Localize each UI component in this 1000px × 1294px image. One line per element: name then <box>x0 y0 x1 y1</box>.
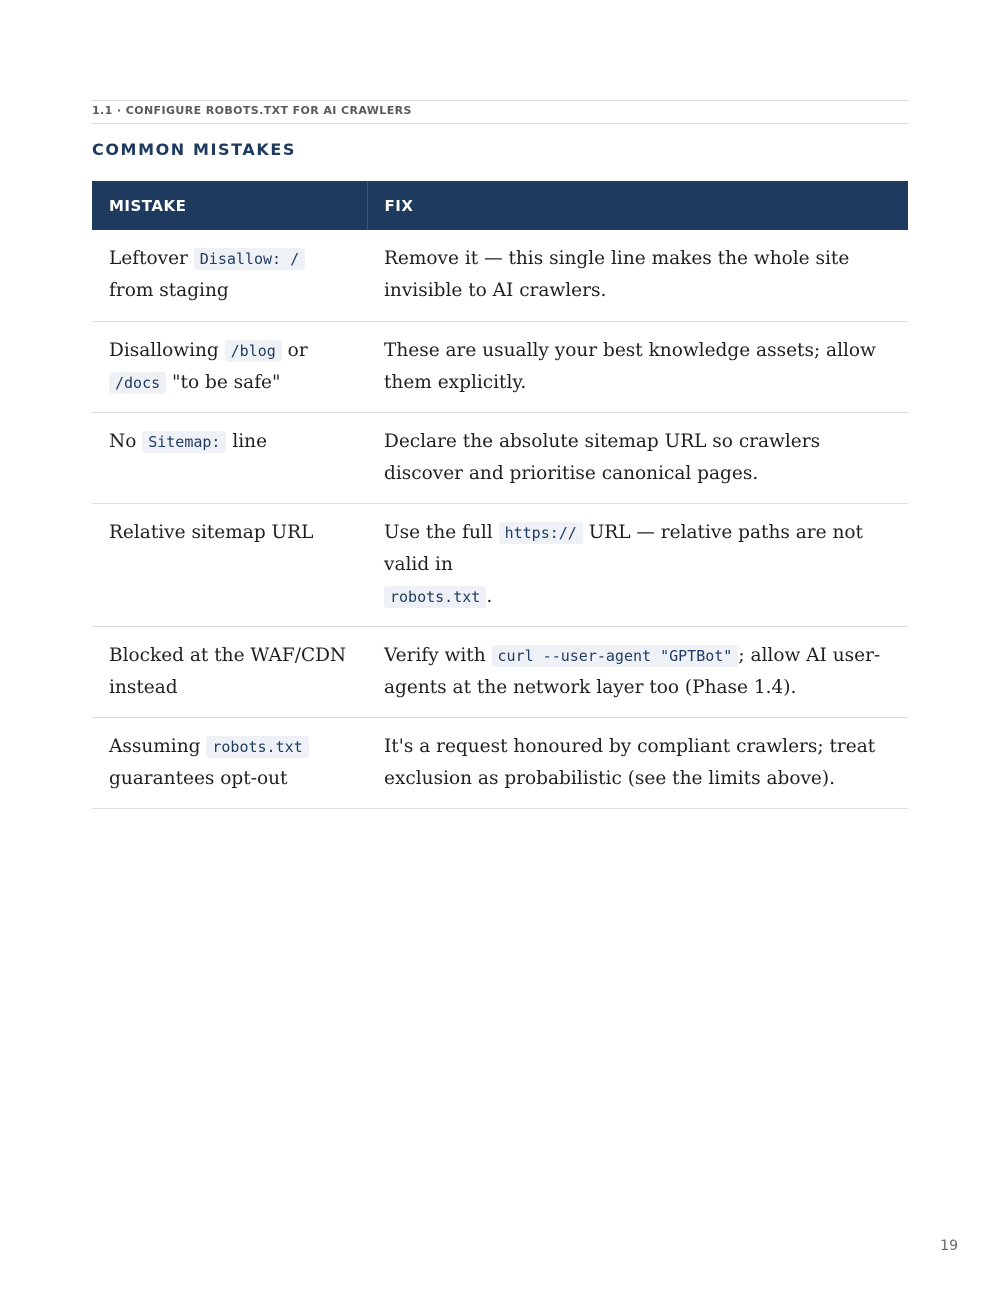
mistake-cell: No Sitemap: line <box>92 412 367 503</box>
table-row <box>92 717 908 808</box>
table-row <box>92 321 908 412</box>
inline-code: Sitemap: <box>142 431 226 453</box>
mistake-cell: Leftover Disallow: / from staging <box>92 230 367 321</box>
table-row <box>92 626 908 717</box>
inline-code: robots.txt <box>384 586 486 608</box>
mistake-cell: Disallowing /blog or /docs "to be safe" <box>92 321 367 412</box>
inline-code: /docs <box>109 372 166 394</box>
column-header-mistake: MISTAKE <box>92 181 367 230</box>
running-header: 1.1 · CONFIGURE ROBOTS.TXT FOR AI CRAWLERS <box>92 100 908 124</box>
inline-code: /blog <box>225 340 282 362</box>
mistake-cell: Assuming robots.txt guarantees opt-out <box>92 717 367 808</box>
column-header-fix: FIX <box>367 181 908 230</box>
mistake-cell: Blocked at the WAF/CDN instead <box>92 626 367 717</box>
fix-cell: Declare the absolute sitemap URL so crawlers discover and prioritise canonical pages. <box>367 412 908 503</box>
fix-cell: Remove it — this single line makes the whole site invisible to AI crawlers. <box>367 230 908 321</box>
mistake-cell: Relative sitemap URL <box>92 503 367 626</box>
inline-code: https:// <box>499 522 583 544</box>
table-row <box>92 412 908 503</box>
fix-cell: It's a request honoured by compliant crawlers; treat exclusion as probabilistic (see the limits above). <box>367 717 908 808</box>
table-row <box>92 230 908 321</box>
mistakes-table <box>92 181 908 809</box>
inline-code: Disallow: / <box>194 248 305 270</box>
table-header-row <box>92 181 908 230</box>
fix-cell: Use the full https:// URL — relative paths are not valid in robots.txt . <box>367 503 908 626</box>
inline-code: robots.txt <box>206 736 308 758</box>
table-row <box>92 503 908 626</box>
fix-cell: These are usually your best knowledge assets; allow them explicitly. <box>367 321 908 412</box>
inline-code: curl --user-agent "GPTBot" <box>492 645 739 667</box>
page <box>92 100 908 809</box>
section-title: COMMON MISTAKES <box>92 140 297 159</box>
fix-cell: Verify with curl --user-agent "GPTBot" ; allow AI user-agents at the network layer too (Phase 1.4). <box>367 626 908 717</box>
page-number: 19 <box>940 1238 958 1254</box>
